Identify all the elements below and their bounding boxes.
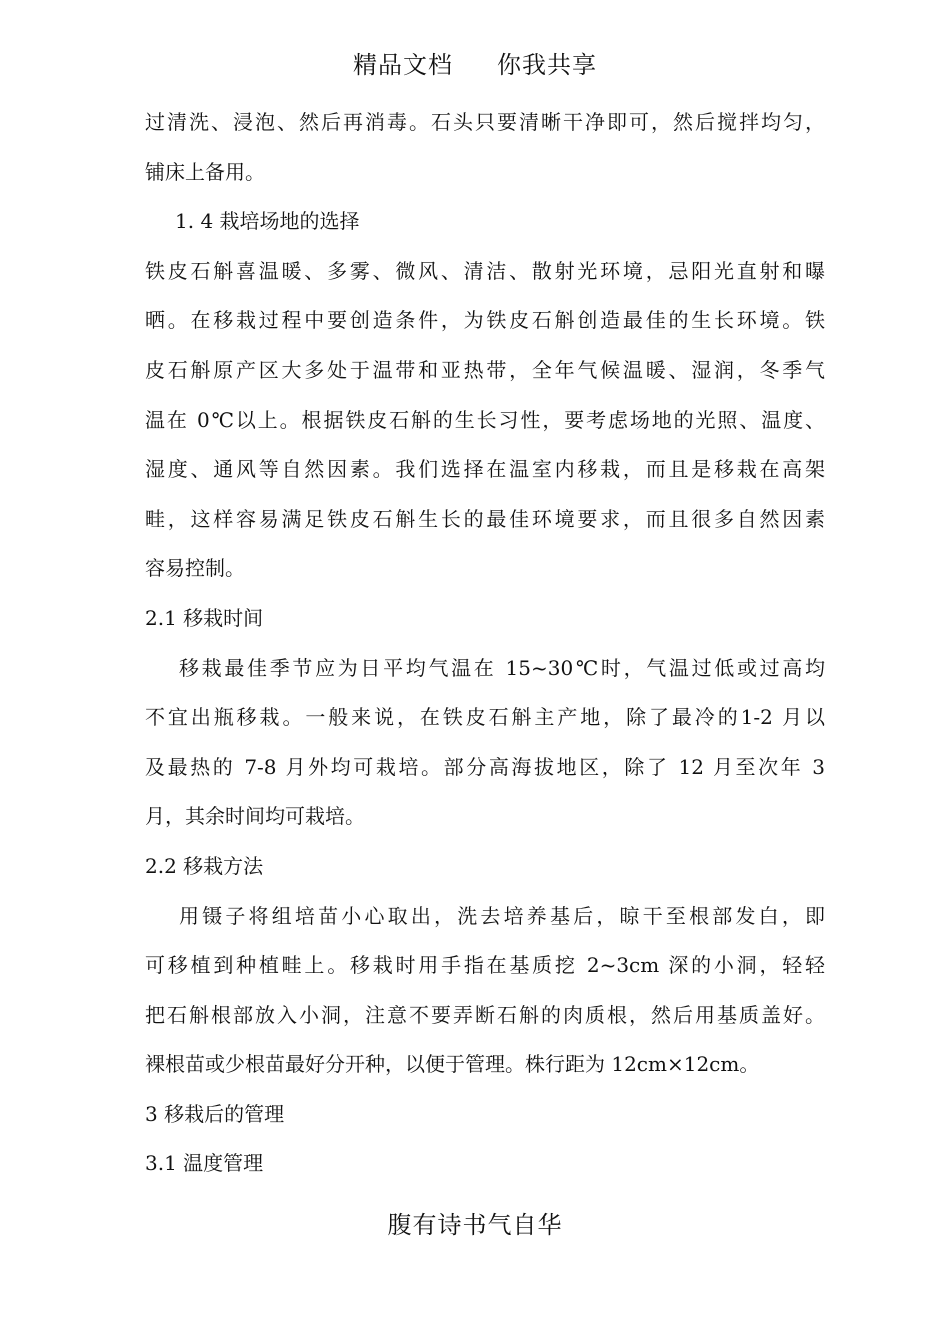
section-heading-3-1: 3.1 温度管理 bbox=[145, 1151, 264, 1176]
document-body bbox=[145, 98, 825, 1189]
paragraph-line: 及最热的 7-8 月外均可栽培。部分高海拔地区，除了 12 月至次年 3 bbox=[145, 754, 825, 779]
paragraph-line: 温在 0℃以上。根据铁皮石斛的生长习性，要考虑场地的光照、温度、 bbox=[145, 407, 825, 432]
paragraph-line: 湿度、通风等自然因素。我们选择在温室内移栽，而且是移栽在高架 bbox=[145, 457, 825, 482]
page-header bbox=[0, 48, 950, 82]
section-heading-2-2: 2.2 移栽方法 bbox=[145, 853, 264, 878]
paragraph-line: 皮石斛原产区大多处于温带和亚热带，全年气候温暖、湿润，冬季气 bbox=[145, 357, 825, 382]
paragraph-line: 容易控制。 bbox=[145, 556, 245, 581]
paragraph-line: 铁皮石斛喜温暖、多雾、微风、清洁、散射光环境，忌阳光直射和曝 bbox=[145, 258, 825, 283]
header-left-text: 精品文档 bbox=[353, 51, 453, 79]
paragraph-line: 铺床上备用。 bbox=[145, 159, 265, 184]
section-heading-3: 3 移栽后的管理 bbox=[145, 1101, 285, 1126]
paragraph-line: 不宜出瓶移栽。一般来说，在铁皮石斛主产地，除了最冷的1-2 月以 bbox=[145, 705, 825, 730]
header-right-text: 你我共享 bbox=[497, 51, 597, 79]
paragraph-line: 晒。在移栽过程中要创造条件，为铁皮石斛创造最佳的生长环境。铁 bbox=[145, 308, 825, 333]
paragraph-line: 畦，这样容易满足铁皮石斛生长的最佳环境要求，而且很多自然因素 bbox=[145, 506, 825, 531]
paragraph-line: 移栽最佳季节应为日平均气温在 15~30℃时，气温过低或过高均 bbox=[179, 655, 825, 680]
section-heading-1-4: 1. 4 栽培场地的选择 bbox=[175, 209, 360, 234]
paragraph-line: 把石斛根部放入小洞，注意不要弄断石斛的肉质根，然后用基质盖好。 bbox=[145, 1002, 825, 1027]
paragraph-line: 过清洗、浸泡、然后再消毒。石头只要清晰干净即可，然后搅拌均匀， bbox=[145, 110, 825, 134]
paragraph-line: 月，其余时间均可栽培。 bbox=[145, 804, 365, 829]
paragraph-line: 可移植到种植畦上。移栽时用手指在基质挖 2~3cm 深的小洞，轻轻 bbox=[145, 953, 825, 978]
paragraph-line: 裸根苗或少根苗最好分开种，以便于管理。株行距为 12cm×12cm。 bbox=[145, 1052, 760, 1077]
paragraph-line: 用镊子将组培苗小心取出，洗去培养基后，晾干至根部发白，即 bbox=[179, 903, 825, 928]
section-heading-2-1: 2.1 移栽时间 bbox=[145, 605, 264, 630]
page-footer: 腹有诗书气自华 bbox=[387, 1211, 563, 1239]
